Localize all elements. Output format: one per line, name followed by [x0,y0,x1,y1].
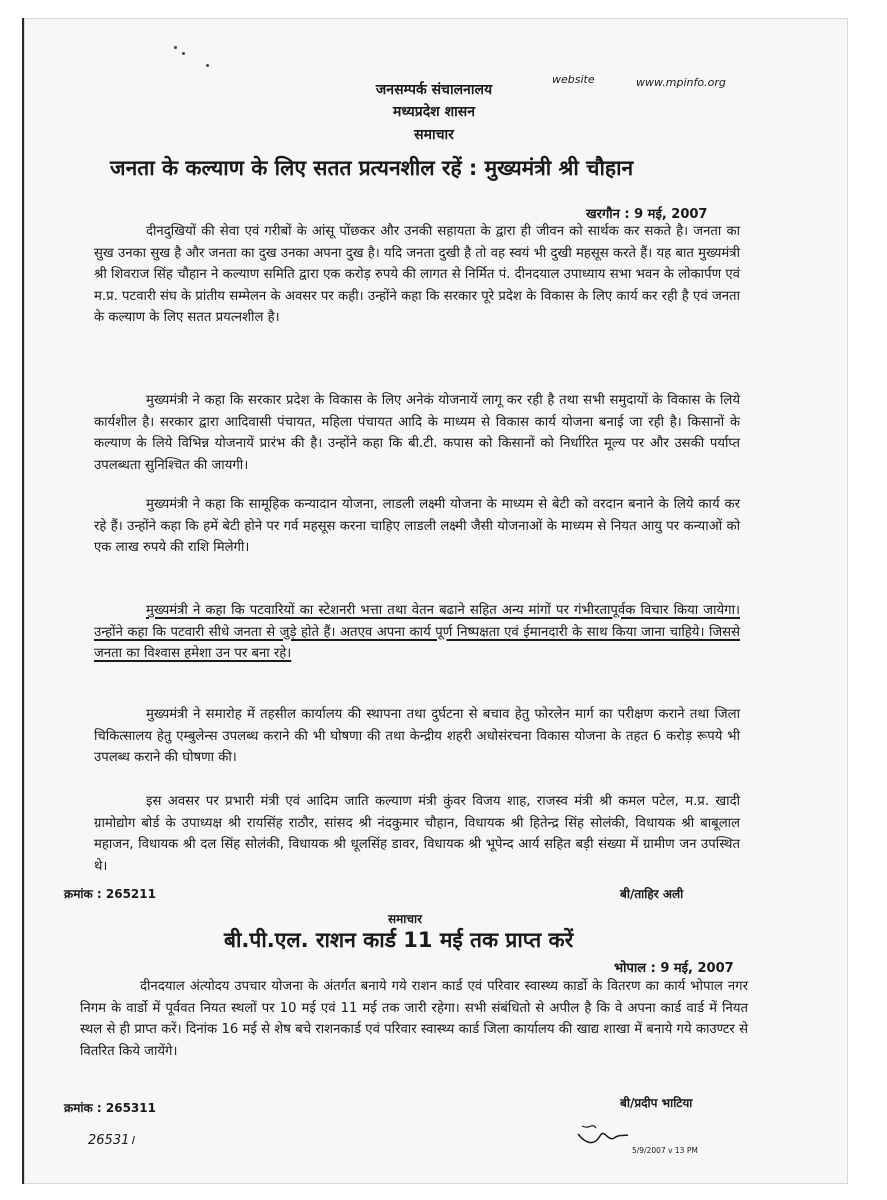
government-name: मध्यप्रदेश शासन [393,104,475,120]
article-2-serial-number: क्रमांक : 265311 [64,1101,156,1115]
article-1-paragraph-5: मुख्यमंत्री ने समारोह में तहसील कार्यालय की स्थापना तथा दुर्घटना से बचाव हेतु फोरलेन मार्ग का परीक्षण कराने तथा जिला चिकित्सालय हेतु एम्बुलेन्स उपलब्ध कराने की भी घोषणा की तथा केन्द्रीय शहरी अधोसंरचना विकास योजना के तहत 6 करोड़ रूपये भी उपलब्ध कराने की घोषणा की। [94,707,740,765]
article-2-title: बी.पी.एल. राशन कार्ड 11 मई तक प्राप्त करें [224,928,574,952]
article-1-paragraph-2: मुख्यमंत्री ने कहा कि सरकार प्रदेश के विकास के लिए अनेकं योजनायें लागू कर रही है तथा सभी समुदायों के विकास के लिये कार्यशील है। सरकार द्वारा आदिवासी पंचायत, महिला पंचायत आदि के माध्यम से विकास कार्य योजना बनाई जा रही है। किसानों के कल्याण के लिये विभिन्न योजनायें प्रारंभ की है। उन्होंने कहा कि बी.टी. कपास को किसानों को निर्धारित मूल्य पर और उसकी पर्याप्त उपलब्धता सुनिश्चित की जायगी। [94,393,740,473]
time-stamp: 5/9/2007 v 13 PM [632,1146,698,1155]
article-2-paragraph: दीनदयाल अंत्योदय उपचार योजना के अंतर्गत बनाये गये राशन कार्ड एवं परिवार स्वास्थ्य कार्डो के वितरण का कार्य भोपाल नगर निगम के वार्डो में पूर्ववत नियत स्थलों पर 10 मई एवं 11 मई तक जारी रहेगा। सभी संबंधितो से अपील है कि वे अपना कार्ड वार्ड में नियत स्थल से ही प्राप्त करें। दिनांक 16 मई से शेष बचे राशनकार्ड एवं परिवार स्वास्थ्य कार्ड जिला कार्यालय की खाद्य शाखा में बनाये गये काउण्टर से वितरित किये जायेंगे। [80,979,748,1059]
article-2-release-type: समाचार [388,912,423,926]
article-1-paragraph-3: मुख्यमंत्री ने कहा कि सामूहिक कन्यादान योजना, लाडली लक्ष्मी योजना के माध्यम से बेटी को वरदान बनाने के लिये कार्य कर रहे हैं। उन्होंने कहा कि हमें बेटी होने पर गर्व महसूस करना चाहिए लाडली लक्ष्मी जैसी योजनाओं के माध्यम से नियत आयु पर कन्याओं को एक लाख रुपये की राशि मिलेगी। [94,497,740,555]
article-2-byline: बी/प्रदीप भाटिया [620,1096,693,1110]
article-1-paragraph-6: इस अवसर पर प्रभारी मंत्री एवं आदिम जाति कल्याण मंत्री कुंवर विजय शाह, राजस्व मंत्री श्री कमल पटेल, म.प्र. खादी ग्रामोद्योग बोर्ड के उपाध्यक्ष श्री रायसिंह राठौर, सांसद श्री नंदकुमार चौहान, विधायक श्री हितेन्द्र सिंह सोलंकी, विधायक श्री बाबूलाल महाजन, विधायक श्री दल सिंह सोलंकी, विधायक श्री धूलसिंह डावर, विधायक श्री भूपेन्द आर्य सहित बड़ी संख्या में ग्रामीण जन उपस्थित थे। [94,794,740,874]
release-type: समाचार [414,127,454,143]
article-1-paragraph-4: मुख्यमंत्री ने कहा कि पटवारियों का स्टेशनरी भत्ता तथा वेतन बढाने सहित अन्य मांगों पर गंभीरतापूर्वक विचार किया जायेगा। उन्होंने कहा कि पटवारी सीधे जनता से जुड़े होते हैं। अतएव अपना कार्य पूर्ण निष्पक्षता एवं ईमानदारी के साथ किया जाना चाहिये। जिससे जनता का विश्वास हमेशा उन पर बना रहे। [94,603,740,661]
website-label: website [552,73,595,86]
website-url: www.mpinfo.org [636,76,726,89]
document-page [22,18,848,1184]
article-1-title: जनता के कल्याण के लिए सतत प्रत्यनशील रहें : मुख्यमंत्री श्री चौहान [110,156,634,180]
article-2-dateline: भोपाल : 9 मई, 2007 [614,961,734,976]
signature-scribble [572,1116,632,1156]
article-1-serial-number: क्रमांक : 265211 [64,887,156,901]
article-1-dateline: खरगौन : 9 मई, 2007 [586,207,708,222]
article-1-paragraph-1: दीनदुखियों की सेवा एवं गरीबों के आंसू पोंछकर और उनकी सहायता के द्वारा ही जीवन को सार्थक कर सकते है। जनता का सुख उनका सुख है और जनता का दुख उनका अपना दुख है। यदि जनता दुखी है तो वह स्वयं भी दुखी महसूस करते हैं। यह बात मुख्यमंत्री श्री शिवराज सिंह चौहान ने कल्याण समिति द्वारा एक करोड़ रुपये की लागत से निर्मित पं. दीनदयाल उपाध्याय सभा भवन के लोकार्पण एवं म.प्र. पटवारी संघ के प्रांतीय सम्मेलन के अवसर पर कही। उन्होंने कहा कि सरकार पूरे प्रदेश के विकास के लिए कार्य कर रही है एवं जनता के कल्याण के लिए सतत प्रयत्नशील है। [94,224,740,325]
org-name: जनसम्पर्क संचालनालय [375,82,493,98]
handwritten-number: 26531। [88,1133,135,1148]
article-1-byline: बी/ताहिर अली [620,887,684,901]
